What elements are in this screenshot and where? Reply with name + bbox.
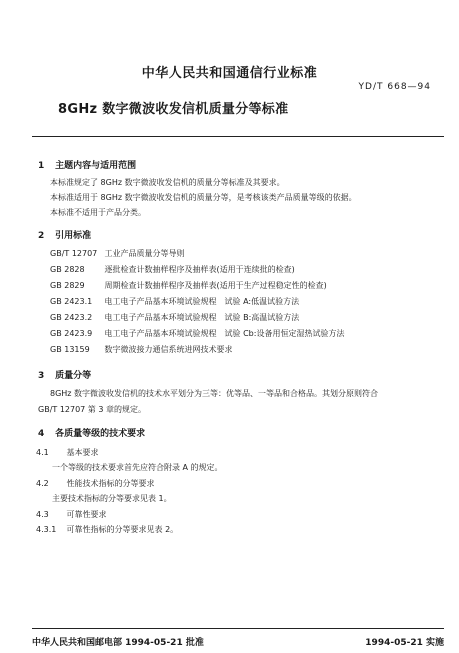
section-4-heading <box>38 426 145 439</box>
section-1-line: 本标准适用于 8GHz 数字微波收发信机的质量分等，是考核该类产品质量等级的依据。 <box>50 193 357 202</box>
section-4-number: 4 <box>38 429 45 439</box>
subsection-title: 基本要求 <box>66 448 99 457</box>
section-1-heading <box>38 158 136 171</box>
reference-item <box>50 296 299 307</box>
subsection-title: 可靠性要求 <box>66 510 107 519</box>
section-2-title: 引用标准 <box>55 231 92 241</box>
subsection-number: 4.3.1 <box>36 525 57 534</box>
section-1-number: 1 <box>38 161 45 171</box>
standard-title: 中华人民共和国通信行业标准 <box>141 66 318 81</box>
section-2-heading <box>38 228 91 241</box>
section-3-number: 3 <box>38 371 45 381</box>
bottom-rule <box>32 628 444 629</box>
section-3-line: GB/T 12707 第 3 章的规定。 <box>38 405 146 414</box>
reference-code: GB 2423.1 <box>50 297 93 306</box>
section-1-line: 本标准规定了 8GHz 数字微波收发信机的质量分等标准及其要求。 <box>50 178 285 187</box>
reference-code: GB/T 12707 <box>50 249 98 258</box>
reference-code: GB 13159 <box>50 345 90 354</box>
subsection-number: 4.1 <box>36 448 49 457</box>
subsection-title: 可靠性指标的分等要求见表 2。 <box>66 525 179 534</box>
document-title: 8GHz 数字微波收发信机质量分等标准 <box>58 102 289 117</box>
section-1-line: 本标准不适用于产品分类。 <box>50 208 146 217</box>
section-4-title: 各质量等级的技术要求 <box>55 429 146 439</box>
reference-item <box>50 344 233 355</box>
subsection-number: 4.3 <box>36 510 49 519</box>
subsection-4-1-line: 一个等级的技术要求首先应符合附录 A 的规定。 <box>52 463 223 472</box>
reference-item <box>50 328 344 339</box>
reference-item <box>50 280 327 291</box>
footer-issuer: 中华人民共和国邮电部 1994-05-21 批准 <box>32 638 204 648</box>
reference-title: 电工电子产品基本环境试验规程 试验 B:高温试验方法 <box>104 313 300 322</box>
reference-item <box>50 248 185 259</box>
reference-code: GB 2423.2 <box>50 313 93 322</box>
section-3-title: 质量分等 <box>55 371 92 381</box>
subsection-4-1 <box>36 447 99 458</box>
reference-code: GB 2829 <box>50 281 85 290</box>
subsection-4-2-line: 主要技术指标的分等要求见表 1。 <box>52 494 172 503</box>
reference-code: GB 2828 <box>50 265 85 274</box>
reference-item <box>50 312 299 323</box>
reference-title: 周期检查计数抽样程序及抽样表(适用于生产过程稳定性的检查) <box>104 281 327 290</box>
subsection-title: 性能技术指标的分等要求 <box>66 479 155 488</box>
subsection-number: 4.2 <box>36 479 49 488</box>
standard-code: YD/T 668—94 <box>358 82 431 92</box>
reference-title: 工业产品质量分等导则 <box>104 249 185 258</box>
reference-title: 电工电子产品基本环境试验规程 试验 Cb:设备用恒定湿热试验方法 <box>104 329 345 338</box>
subsection-4-3-1 <box>36 524 178 535</box>
footer-implementation-date: 1994-05-21 实施 <box>365 638 444 648</box>
subsection-4-2 <box>36 478 155 489</box>
reference-title: 电工电子产品基本环境试验规程 试验 A:低温试验方法 <box>104 297 300 306</box>
reference-item <box>50 264 295 275</box>
section-2-number: 2 <box>38 231 45 241</box>
section-3-line: 8GHz 数字微波收发信机的技术水平划分为三等：优等品、一等品和合格品。其划分原则符合 <box>50 389 379 398</box>
top-rule <box>32 136 444 137</box>
section-1-title: 主题内容与适用范围 <box>55 161 137 171</box>
reference-code: GB 2423.9 <box>50 329 93 338</box>
subsection-4-3 <box>36 509 107 520</box>
reference-title: 逐批检查计数抽样程序及抽样表(适用于连续批的检查) <box>104 265 295 274</box>
section-3-heading <box>38 368 91 381</box>
reference-title: 数字微波接力通信系统进网技术要求 <box>104 345 233 354</box>
